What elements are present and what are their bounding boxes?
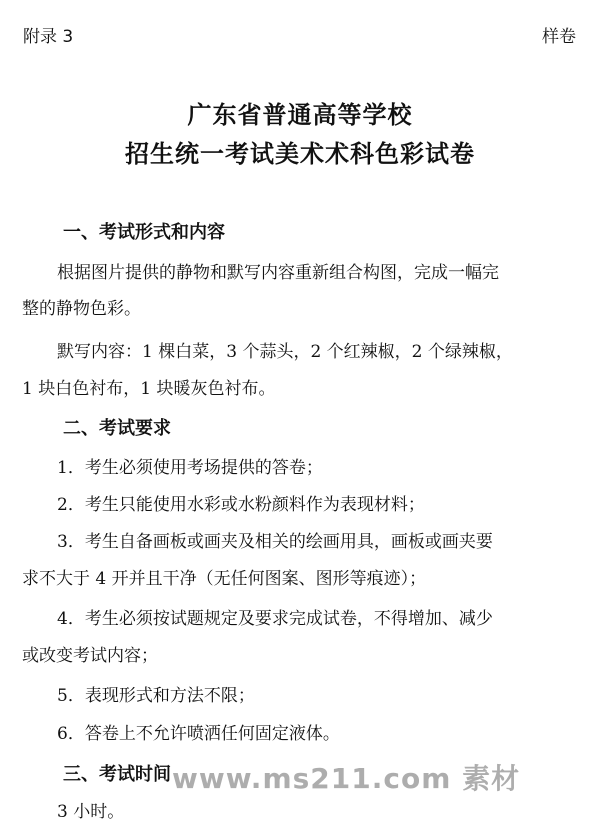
title-line-2: 招生统一考试美术术科色彩试卷 <box>125 140 475 168</box>
requirement-3-line-2: 求不大于 4 开并且干净（无任何图案、图形等痕迹）； <box>22 569 427 589</box>
requirement-4-line-2: 或改变考试内容； <box>22 646 158 666</box>
section-1-paragraph-1-line-1: 根据图片提供的静物和默写内容重新组合构图，完成一幅完 <box>57 263 499 283</box>
requirement-4-line-1: 4．考生必须按试题规定及要求完成试卷，不得增加、减少 <box>57 609 493 629</box>
site-watermark: www.ms211.com 素材 <box>172 762 521 795</box>
title-line-1: 广东省普通高等学校 <box>187 101 413 129</box>
requirement-1: 1．考生必须使用考场提供的答卷； <box>57 458 323 478</box>
section-2-heading: 二、考试要求 <box>63 418 171 439</box>
appendix-label: 附录 3 <box>23 27 74 47</box>
section-1-paragraph-2-line-1: 默写内容：1 棵白菜，3 个蒜头，2 个红辣椒，2 个绿辣椒， <box>57 342 513 362</box>
section-1-paragraph-2-line-2: 1 块白色衬布，1 块暖灰色衬布。 <box>22 379 276 399</box>
requirement-3-line-1: 3．考生自备画板或画夹及相关的绘画用具，画板或画夹要 <box>57 532 493 552</box>
exam-duration: 3 小时。 <box>57 802 125 822</box>
section-3-heading: 三、考试时间 <box>63 764 171 785</box>
requirement-5: 5．表现形式和方法不限； <box>57 686 255 706</box>
requirement-2: 2．考生只能使用水彩或水粉颜料作为表现材料； <box>57 495 425 515</box>
section-1-paragraph-1-line-2: 整的静物色彩。 <box>22 299 141 319</box>
sample-label: 样卷 <box>542 27 576 47</box>
requirement-6: 6．答卷上不允许喷洒任何固定液体。 <box>57 724 340 744</box>
section-1-heading: 一、考试形式和内容 <box>63 222 225 243</box>
